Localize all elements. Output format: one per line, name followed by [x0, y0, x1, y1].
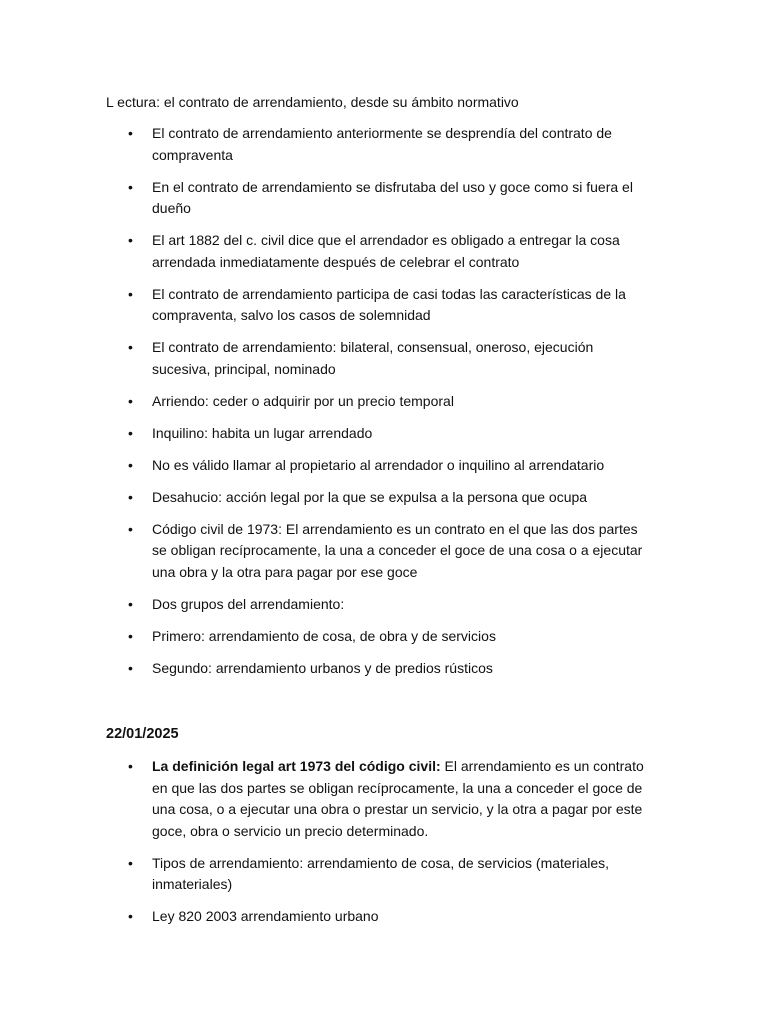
- list-item-text: Dos grupos del arrendamiento:: [152, 595, 345, 612]
- list-item-text: En el contrato de arrendamiento se disfrutaba del uso y goce como si fuera el dueño: [152, 178, 633, 216]
- list-item-text: Tipos de arrendamiento: arrendamiento de cosa, de servicios (materiales, inmateriales): [152, 854, 610, 892]
- list-item-text: El contrato de arrendamiento: bilateral, consensual, oneroso, ejecución sucesiva, principal, nominado: [152, 339, 594, 377]
- bullet-icon: •: [128, 424, 133, 441]
- bullet-list-section2: [0, 756, 768, 938]
- list-item: [0, 337, 652, 380]
- list-item-text: Desahucio: acción legal por la que se expulsa a la persona que ocupa: [152, 488, 588, 505]
- list-item: [0, 594, 652, 616]
- bullet-icon: •: [128, 627, 133, 644]
- list-item: [0, 658, 652, 680]
- bullet-icon: •: [128, 339, 133, 355]
- list-item: [0, 626, 652, 648]
- list-item: [0, 519, 652, 584]
- list-item: [0, 906, 652, 928]
- intro-heading: L ectura: el contrato de arrendamiento, desde su ámbito normativo: [106, 94, 519, 110]
- bullet-icon: •: [128, 758, 133, 774]
- bullet-icon: •: [128, 178, 133, 195]
- list-item-text: El contrato de arrendamiento participa de casi todas las características de la compraventa, salvo los casos de solemnidad: [152, 285, 626, 323]
- bullet-icon: •: [128, 392, 133, 409]
- list-item-text: Ley 820 2003 arrendamiento urbano: [152, 908, 379, 924]
- bullet-icon: •: [128, 520, 133, 537]
- list-item: [0, 177, 652, 220]
- list-item: [0, 487, 652, 509]
- bullet-icon: •: [128, 659, 133, 676]
- list-item: [0, 230, 652, 273]
- list-item-text: El contrato de arrendamiento anteriormente se desprendía del contrato de compraventa: [152, 125, 612, 163]
- list-item: [0, 455, 652, 477]
- bullet-icon: •: [128, 456, 133, 473]
- definition-lead: La definición legal art 1973 del código civil:: [152, 758, 441, 774]
- bullet-list-section1: [0, 123, 768, 690]
- bullet-icon: •: [128, 285, 133, 302]
- list-item: [0, 123, 652, 166]
- bullet-icon: •: [128, 125, 133, 141]
- list-item-text: Código civil de 1973: El arrendamiento es un contrato en el que las dos partes se obligan recíprocamente, la una a conceder el goce de una cosa o a ejecutar una obra y la otra para pagar por ese goce: [152, 520, 643, 580]
- list-item: [0, 284, 652, 327]
- list-item-text: No es válido llamar al propietario al arrendador o inquilino al arrendatario: [152, 456, 605, 473]
- bullet-icon: •: [128, 908, 133, 924]
- list-item-text: Arriendo: ceder o adquirir por un precio temporal: [152, 392, 454, 409]
- list-item: [0, 853, 652, 896]
- bullet-icon: •: [128, 232, 133, 248]
- list-item: [0, 391, 652, 413]
- list-item: [0, 423, 652, 445]
- list-item-text: Segundo: arrendamiento urbanos y de predios rústicos: [152, 659, 493, 676]
- bullet-icon: •: [128, 488, 133, 505]
- list-item-text: El arrendamiento es un contrato en que las dos partes se obligan recíprocamente, la una a conceder el goce de una cosa, o a ejecutar una obra o prestar un servicio, y la otra a pagar por este goce, obra o servicio un precio determinado.: [152, 758, 644, 839]
- list-item-text: Inquilino: habita un lugar arrendado: [152, 424, 373, 441]
- bullet-icon: •: [128, 595, 133, 612]
- bullet-icon: •: [128, 854, 133, 871]
- list-item: [0, 756, 652, 842]
- list-item-text: El art 1882 del c. civil dice que el arrendador es obligado a entregar la cosa arrendada inmediatamente después de celebrar el contrato: [152, 232, 620, 270]
- date-heading: 22/01/2025: [106, 726, 179, 742]
- list-item-text: Primero: arrendamiento de cosa, de obra y de servicios: [152, 627, 496, 644]
